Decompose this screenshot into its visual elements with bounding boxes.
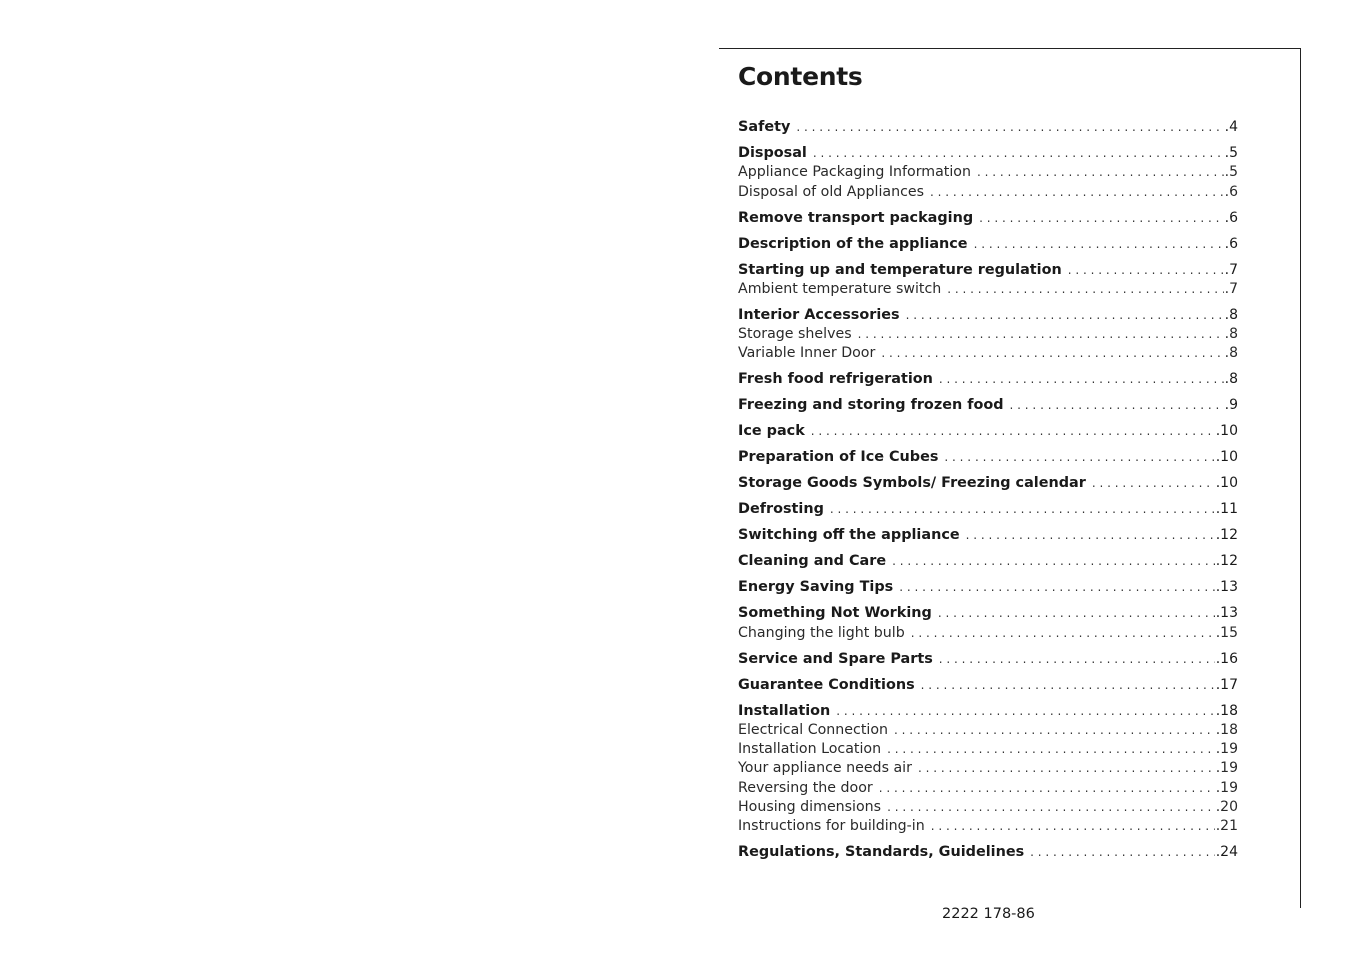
toc-entry-label: Regulations, Standards, Guidelines <box>738 844 1025 861</box>
toc-entry-label: Appliance Packaging Information <box>738 164 971 181</box>
toc-page-number: .5 <box>1224 164 1238 181</box>
toc-leader-dots <box>947 280 1223 299</box>
toc-leader-dots <box>1068 261 1224 280</box>
toc-page-number: .10 <box>1215 423 1238 440</box>
toc-entry[interactable] <box>738 702 1238 721</box>
toc-leader-dots <box>1030 843 1215 862</box>
toc-page-number: .11 <box>1215 501 1238 518</box>
toc-entry[interactable] <box>738 474 1238 493</box>
toc-leader-dots <box>974 235 1224 254</box>
toc-entry[interactable] <box>738 650 1238 669</box>
toc-entry[interactable] <box>738 209 1238 228</box>
toc-subentry[interactable] <box>738 624 1238 643</box>
toc-subentry[interactable] <box>738 183 1238 202</box>
toc-leader-dots <box>894 721 1215 740</box>
toc-entry[interactable] <box>738 422 1238 441</box>
toc-entry-label: Storage Goods Symbols/ Freezing calendar <box>738 475 1086 492</box>
toc-entry[interactable] <box>738 144 1238 163</box>
toc-entry[interactable] <box>738 500 1238 519</box>
toc-page-number: .20 <box>1215 798 1238 815</box>
toc-page-number: .24 <box>1215 844 1238 861</box>
toc-entry[interactable] <box>738 578 1238 597</box>
toc-entry-label: Starting up and temperature regulation <box>738 261 1062 278</box>
toc-leader-dots <box>1010 396 1224 415</box>
toc-page-number: .10 <box>1215 475 1238 492</box>
table-of-contents <box>738 118 1238 863</box>
toc-entry-label: Your appliance needs air <box>738 760 912 777</box>
toc-entry[interactable] <box>738 370 1238 389</box>
toc-page-number: .13 <box>1215 605 1238 622</box>
toc-entry-label: Ice pack <box>738 423 805 440</box>
toc-leader-dots <box>911 624 1215 643</box>
toc-subentry[interactable] <box>738 740 1238 759</box>
toc-page-number: .8 <box>1224 371 1238 388</box>
toc-entry[interactable] <box>738 448 1238 467</box>
toc-leader-dots <box>796 118 1223 137</box>
toc-entry-label: Electrical Connection <box>738 721 888 738</box>
toc-leader-dots <box>906 306 1224 325</box>
toc-leader-dots <box>918 759 1215 778</box>
toc-subentry[interactable] <box>738 779 1238 798</box>
toc-page-number: .9 <box>1224 397 1238 414</box>
toc-subentry[interactable] <box>738 759 1238 778</box>
toc-page-number: .19 <box>1215 741 1238 758</box>
toc-entry[interactable] <box>738 396 1238 415</box>
toc-page-number: .6 <box>1224 209 1238 226</box>
toc-entry-label: Something Not Working <box>738 605 932 622</box>
toc-page-number: .6 <box>1224 235 1238 252</box>
toc-subentry[interactable] <box>738 721 1238 740</box>
toc-entry-label: Cleaning and Care <box>738 553 887 570</box>
toc-leader-dots <box>930 183 1224 202</box>
toc-page-number: .8 <box>1224 345 1238 362</box>
toc-leader-dots <box>892 552 1215 571</box>
toc-leader-dots <box>879 779 1215 798</box>
toc-entry-label: Preparation of Ice Cubes <box>738 449 939 466</box>
toc-entry-label: Installation <box>738 702 831 719</box>
toc-leader-dots <box>966 526 1215 545</box>
toc-leader-dots <box>899 578 1215 597</box>
toc-page-number: .7 <box>1224 261 1238 278</box>
toc-entry[interactable] <box>738 306 1238 325</box>
toc-subentry[interactable] <box>738 798 1238 817</box>
toc-entry-label: Ambient temperature switch <box>738 280 942 297</box>
toc-entry-label: Storage shelves <box>738 326 852 343</box>
toc-entry-label: Disposal <box>738 144 807 161</box>
toc-entry-label: Instructions for building-in <box>738 818 925 835</box>
toc-entry-label: Fresh food refrigeration <box>738 371 933 388</box>
toc-entry-label: Reversing the door <box>738 779 873 796</box>
toc-entry[interactable] <box>738 843 1238 862</box>
toc-page-number: .10 <box>1215 449 1238 466</box>
toc-entry[interactable] <box>738 552 1238 571</box>
toc-leader-dots <box>881 344 1223 363</box>
toc-subentry[interactable] <box>738 344 1238 363</box>
toc-page-number: .4 <box>1224 119 1238 135</box>
toc-page-number: .12 <box>1215 527 1238 544</box>
toc-entry[interactable] <box>738 676 1238 695</box>
toc-entry-label: Safety <box>738 119 791 135</box>
toc-page-number: .19 <box>1215 760 1238 777</box>
toc-page-number: .5 <box>1224 144 1238 161</box>
toc-entry-label: Interior Accessories <box>738 306 900 323</box>
toc-leader-dots <box>836 702 1214 721</box>
document-code: 2222 178-86 <box>942 906 1035 922</box>
page-title: Contents <box>738 62 863 91</box>
toc-leader-dots <box>858 325 1224 344</box>
toc-subentry[interactable] <box>738 817 1238 836</box>
toc-entry-label: Disposal of old Appliances <box>738 183 925 200</box>
toc-page-number: .17 <box>1215 676 1238 693</box>
toc-page-number: .18 <box>1215 702 1238 719</box>
toc-entry-label: Description of the appliance <box>738 235 968 252</box>
toc-leader-dots <box>921 676 1215 695</box>
toc-page-number: .19 <box>1215 779 1238 796</box>
toc-entry[interactable] <box>738 118 1238 137</box>
toc-leader-dots <box>887 798 1215 817</box>
toc-page-number: .18 <box>1215 721 1238 738</box>
toc-page-number: .12 <box>1215 553 1238 570</box>
toc-leader-dots <box>931 817 1215 836</box>
toc-subentry[interactable] <box>738 163 1238 182</box>
toc-leader-dots <box>811 422 1215 441</box>
toc-leader-dots <box>938 604 1215 623</box>
toc-entry-label: Housing dimensions <box>738 798 882 815</box>
toc-entry[interactable] <box>738 261 1238 280</box>
toc-entry-label: Energy Saving Tips <box>738 579 894 596</box>
toc-page-number: .8 <box>1224 306 1238 323</box>
toc-leader-dots <box>977 163 1224 182</box>
toc-subentry[interactable] <box>738 325 1238 344</box>
toc-leader-dots <box>939 370 1224 389</box>
toc-entry-label: Remove transport packaging <box>738 209 974 226</box>
toc-page-number: .7 <box>1224 280 1238 297</box>
toc-entry-label: Defrosting <box>738 501 824 518</box>
toc-entry-label: Freezing and storing frozen food <box>738 397 1004 414</box>
toc-entry-label: Guarantee Conditions <box>738 676 915 693</box>
toc-page-number: .21 <box>1215 818 1238 835</box>
toc-page-number: .8 <box>1224 326 1238 343</box>
toc-leader-dots <box>944 448 1214 467</box>
toc-entry-label: Changing the light bulb <box>738 624 905 641</box>
toc-entry-label: Service and Spare Parts <box>738 650 933 667</box>
toc-leader-dots <box>830 500 1215 519</box>
toc-entry-label: Switching off the appliance <box>738 527 960 544</box>
toc-entry[interactable] <box>738 526 1238 545</box>
toc-entry[interactable] <box>738 235 1238 254</box>
toc-page-number: .13 <box>1215 579 1238 596</box>
toc-entry-label: Variable Inner Door <box>738 345 876 362</box>
toc-entry-label: Installation Location <box>738 741 882 758</box>
toc-leader-dots <box>1092 474 1215 493</box>
toc-leader-dots <box>887 740 1215 759</box>
toc-page-number: .16 <box>1215 650 1238 667</box>
toc-page-number: .6 <box>1224 183 1238 200</box>
toc-page-number: .15 <box>1215 624 1238 641</box>
toc-entry[interactable] <box>738 604 1238 623</box>
toc-subentry[interactable] <box>738 280 1238 299</box>
toc-leader-dots <box>939 650 1215 669</box>
toc-leader-dots <box>979 209 1223 228</box>
toc-leader-dots <box>813 144 1224 163</box>
